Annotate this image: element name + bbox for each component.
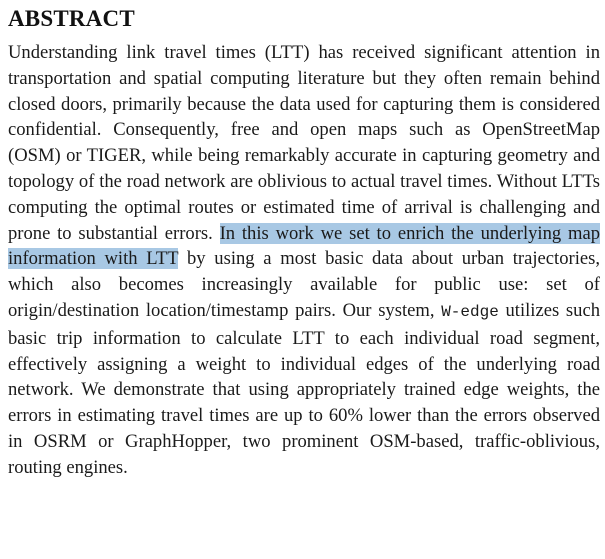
section-heading: ABSTRACT	[8, 6, 135, 31]
abstract-paragraph	[8, 40, 600, 481]
system-name: W-edge	[441, 302, 499, 321]
abstract-text-before-highlight: Understanding link travel times (LTT) has received significant attention in transportation and spatial computing literature but they often remain behind closed doors, primarily because the data used for capturing them is considered confidential. Consequently, free and open maps such as OpenStreetMap (OSM) or TIGER, while being remarkably accurate in capturing geometry and topology of the road network are oblivious to actual travel times. Without LTTs computing the optimal routes or estimated time of arrival is challenging and prone to substantial errors.	[8, 42, 600, 244]
abstract-text-end: utilizes such basic trip information to calculate LTT to each individual road segment, effectively assigning a weight to individual edges of the underlying road network. We demonstrate that using appropriately trained edge weights, the errors in estimating travel times are up to 60% lower than the errors observed in OSRM or GraphHopper, two prominent OSM-based, traffic-oblivious, routing engines.	[8, 299, 600, 478]
paper-page	[8, 0, 600, 481]
highlighted-text-selection[interactable]: In this work we set to enrich the underlying map information with LTT	[8, 222, 600, 270]
abstract-text-after-highlight: by using a most basic data about urban trajectories, which also becomes increasingly available for public use: set of origin/destination location/timestamp pairs. Our system,	[8, 248, 601, 321]
